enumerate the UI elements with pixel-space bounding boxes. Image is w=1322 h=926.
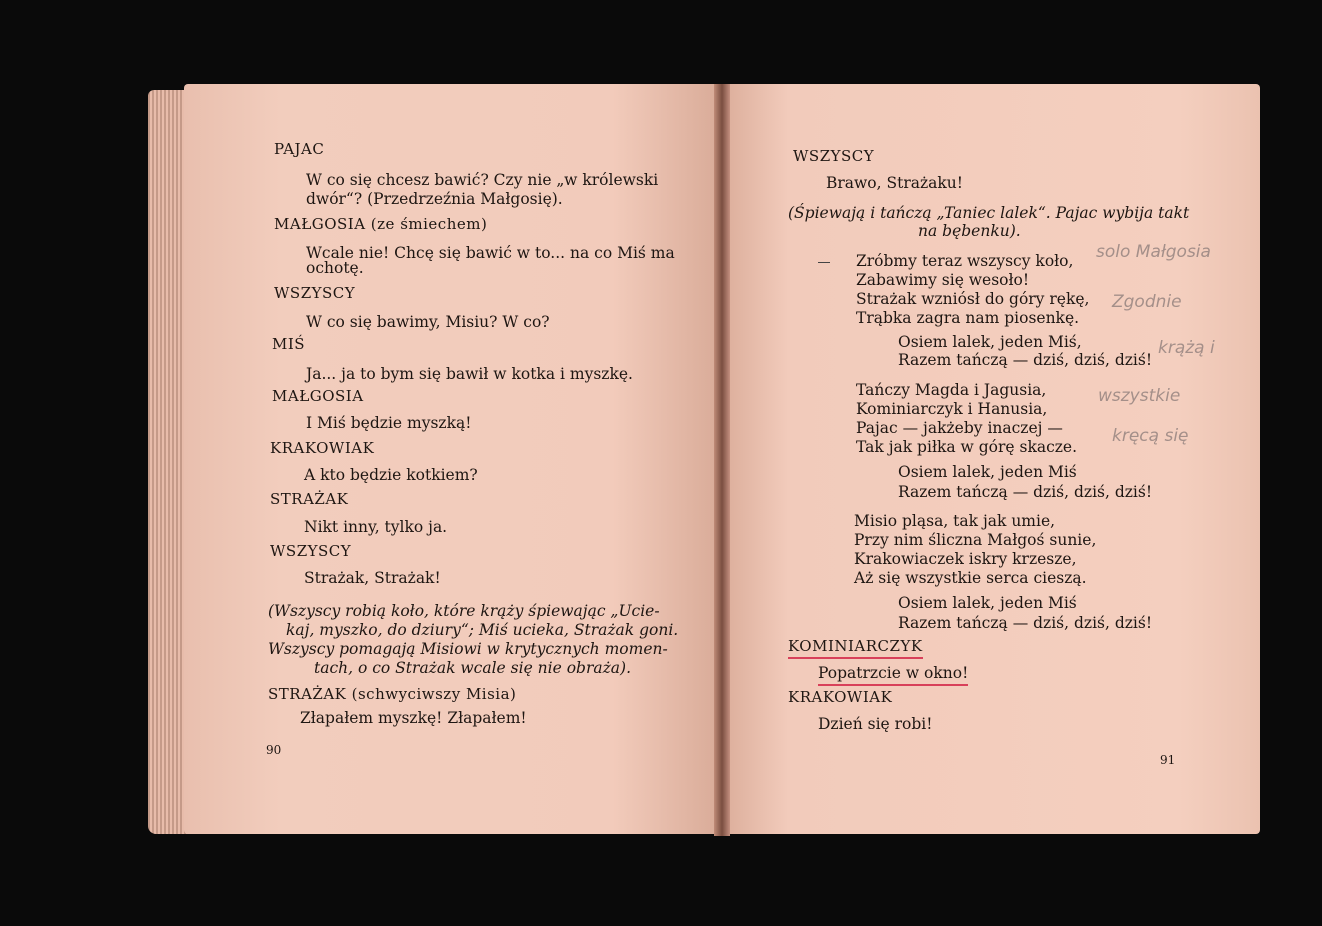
song-line: Tańczy Magda i Jagusia,: [856, 381, 1047, 399]
dialogue-line: I Miś będzie myszką!: [306, 414, 472, 432]
refrain-line: Osiem lalek, jeden Miś: [898, 463, 1077, 481]
handwritten-note: Zgodnie: [1112, 292, 1182, 312]
page-number-right: 91: [1160, 753, 1176, 767]
speaker-krakowiak: KRAKOWIAK: [270, 439, 375, 457]
dialogue-line: Wcale nie! Chcę się bawić w to... na co Miś ma: [306, 244, 675, 262]
refrain-line: Razem tańczą — dziś, dziś, dziś!: [898, 351, 1153, 369]
speaker-strazak: STRAŻAK: [270, 490, 349, 508]
speaker-malgosia: MAŁGOSIA (ze śmiechem): [274, 215, 488, 233]
stage-direction: tach, o co Strażak wcale się nie obraża).: [314, 659, 631, 677]
song-line: Zabawimy się wesoło!: [856, 271, 1030, 289]
speaker-wszyscy: WSZYSCY: [793, 147, 875, 165]
speaker-kominiarczyk: KOMINIARCZYK: [788, 636, 923, 659]
stage-direction: Wszyscy pomagają Misiowi w krytycznych momen-: [268, 640, 668, 658]
dialogue-line: ochotę.: [306, 259, 364, 277]
speaker-wszyscy: WSZYSCY: [274, 284, 356, 302]
handwritten-note: krążą i: [1158, 338, 1215, 358]
speaker-strazak: STRAŻAK (schwyciwszy Misia): [268, 685, 517, 703]
song-line: Pajac — jakżeby inaczej —: [856, 419, 1063, 437]
pencil-dash-mark: [818, 262, 830, 263]
book-gutter: [714, 84, 730, 836]
dialogue-line: Ja... ja to bym się bawił w kotka i myszkę.: [306, 365, 633, 383]
stage-direction: na bębenku).: [918, 222, 1021, 240]
stage-direction: (Wszyscy robią koło, które krąży śpiewając „Ucie-: [268, 602, 660, 620]
song-line: Przy nim śliczna Małgoś sunie,: [854, 531, 1097, 549]
dialogue-line-highlighted: Popatrzcie w okno!: [818, 663, 968, 686]
speaker-wszyscy: WSZYSCY: [270, 542, 352, 560]
song-line: Trąbka zagra nam piosenkę.: [856, 309, 1080, 327]
dialogue-line: Brawo, Strażaku!: [826, 174, 964, 192]
dialogue-line: Złapałem myszkę! Złapałem!: [300, 709, 527, 727]
refrain-line: Razem tańczą — dziś, dziś, dziś!: [898, 614, 1153, 632]
speaker-pajac: PAJAC: [274, 140, 325, 158]
stage-direction: (Śpiewają i tańczą „Taniec lalek“. Pajac wybija takt: [788, 204, 1190, 222]
stage-direction: kaj, myszko, do dziury“; Miś ucieka, Strażak goni.: [286, 621, 679, 639]
speaker-mis: MIŚ: [272, 335, 306, 353]
song-line: Strażak wzniósł do góry rękę,: [856, 290, 1090, 308]
song-line: Krakowiaczek iskry krzesze,: [854, 550, 1077, 568]
refrain-line: Osiem lalek, jeden Miś,: [898, 333, 1082, 351]
page-number-left: 90: [266, 743, 282, 757]
speaker-krakowiak: KRAKOWIAK: [788, 688, 893, 706]
song-line: Zróbmy teraz wszyscy koło,: [856, 252, 1074, 270]
song-line: Tak jak piłka w górę skacze.: [856, 438, 1078, 456]
dialogue-line: W co się chcesz bawić? Czy nie „w królewski: [306, 171, 659, 189]
speaker-malgosia: MAŁGOSIA: [272, 387, 364, 405]
refrain-line: Razem tańczą — dziś, dziś, dziś!: [898, 483, 1153, 501]
handwritten-note: solo Małgosia: [1096, 242, 1211, 262]
right-page: [724, 84, 1260, 834]
dialogue-line: Dzień się robi!: [818, 715, 933, 733]
song-line: Kominiarczyk i Hanusia,: [856, 400, 1048, 418]
song-line: Aż się wszystkie serca cieszą.: [854, 569, 1087, 587]
song-line: Misio pląsa, tak jak umie,: [854, 512, 1056, 530]
dialogue-line: dwór“? (Przedrzeźnia Małgosię).: [306, 190, 563, 208]
dialogue-line: Nikt inny, tylko ja.: [304, 518, 448, 536]
handwritten-note: kręcą się: [1112, 426, 1189, 446]
refrain-line: Osiem lalek, jeden Miś: [898, 594, 1077, 612]
dialogue-line: W co się bawimy, Misiu? W co?: [306, 313, 550, 331]
handwritten-note: wszystkie: [1098, 386, 1181, 406]
dialogue-line: A kto będzie kotkiem?: [304, 466, 478, 484]
dialogue-line: Strażak, Strażak!: [304, 569, 441, 587]
